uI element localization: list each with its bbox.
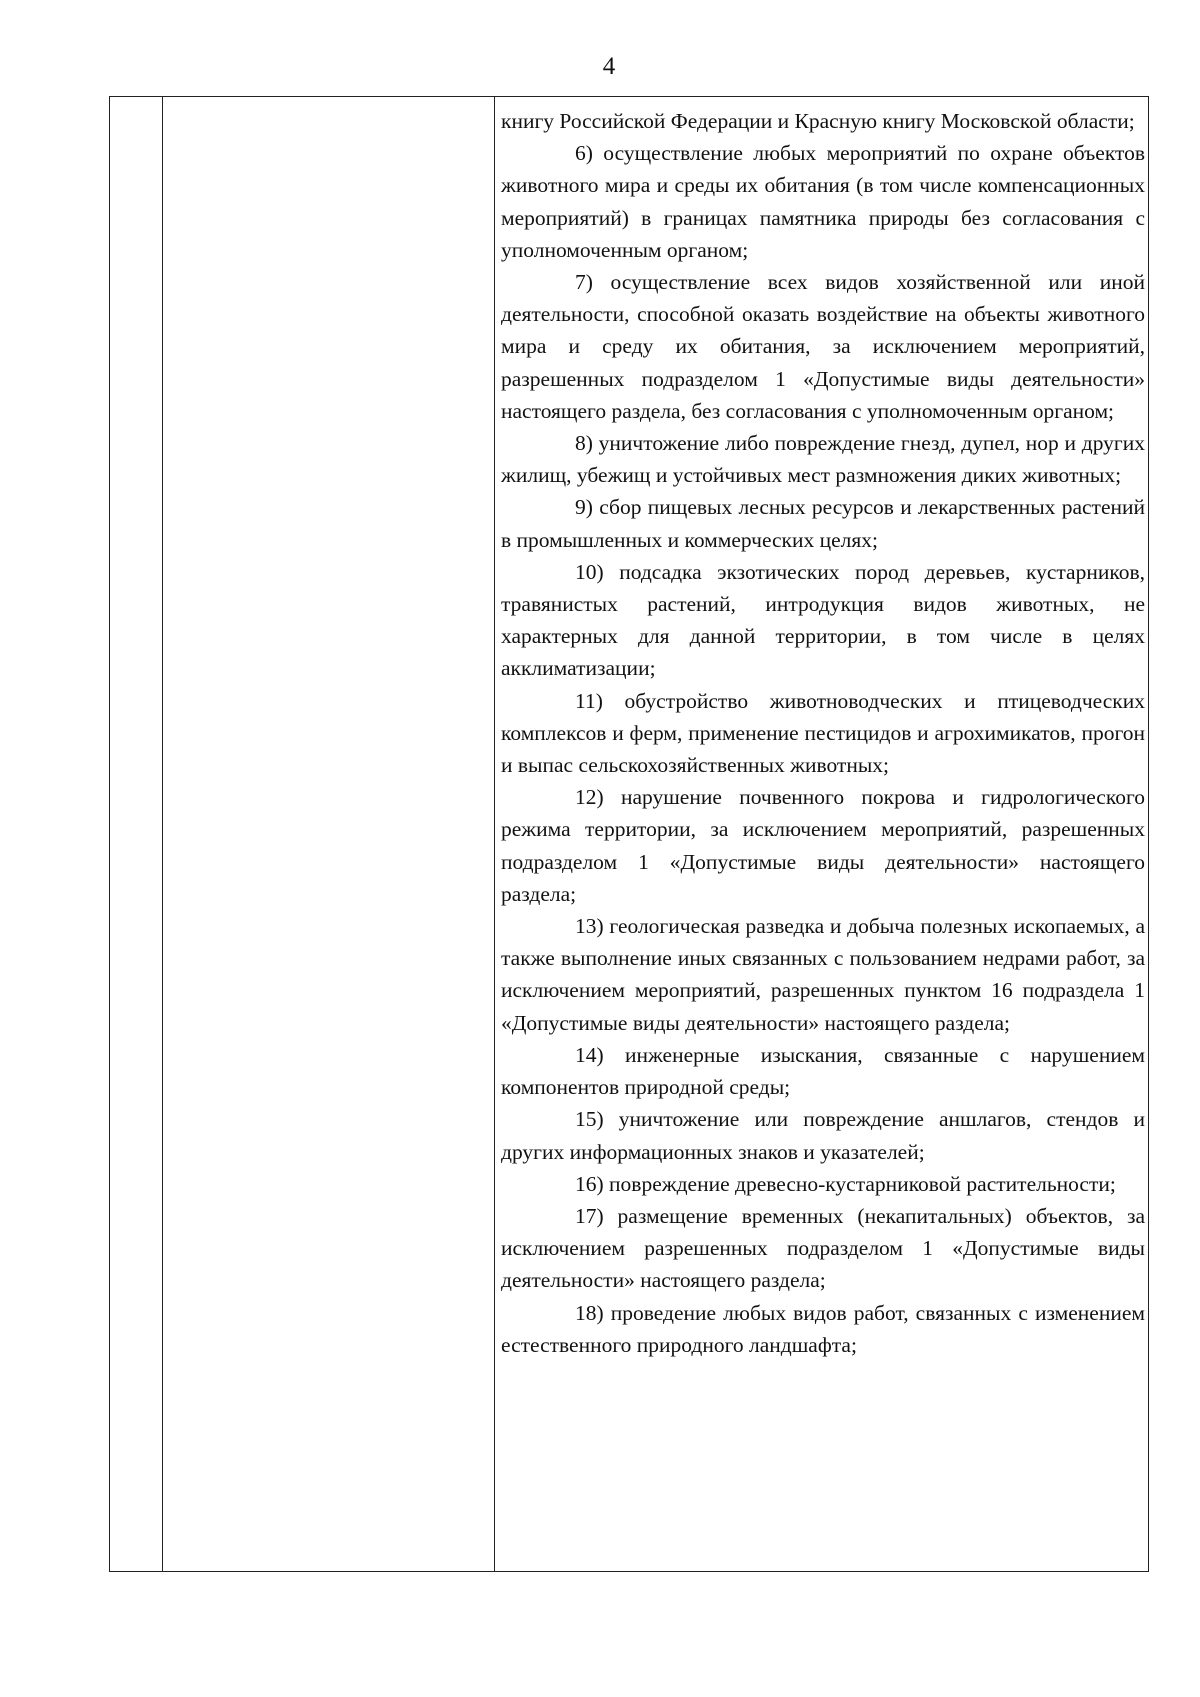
list-item: 11) обустройство животноводческих и птицеводческих комплексов и ферм, применение пестицидов и агрохимикатов, прогон и выпас сельскохозяйственных животных; <box>501 688 1145 778</box>
list-item: 12) нарушение почвенного покрова и гидрологического режима территории, за исключением мероприятий, разрешенных подразделом 1 «Допустимые виды деятельности» настоящего раздела; <box>501 785 1145 906</box>
list-item: 18) проведение любых видов работ, связанных с изменением естественного природного ландшафта; <box>501 1300 1145 1357</box>
column-divider-1 <box>162 97 163 1571</box>
list-item: 9) сбор пищевых лесных ресурсов и лекарственных растений в промышленных и коммерческих целях; <box>501 495 1145 552</box>
list-item: 6) осуществление любых мероприятий по охране объектов животного мира и среды их обитания (в том числе компенсационных мероприятий) в границах памятника природы без согласования с уполномоченным органом; <box>501 141 1145 262</box>
paragraph-continuation: книгу Российской Федерации и Красную книгу Московской области; <box>501 109 1135 133</box>
page-number: 4 <box>602 53 616 80</box>
list-item: 7) осуществление всех видов хозяйственной или иной деятельности, способной оказать воздействие на объекты животного мира и среду их обитания, за исключением мероприятий, разрешенных подразделом 1 «Допустимые виды деятельности» настоящего раздела, без согласования с уполномоченным органом; <box>501 270 1145 423</box>
list-item: 8) уничтожение либо повреждение гнезд, дупел, нор и других жилищ, убежищ и устойчивых мест размножения диких животных; <box>501 431 1145 488</box>
list-item: 15) уничтожение или повреждение аншлагов, стендов и других информационных знаков и указателей; <box>501 1107 1145 1164</box>
list-item: 16) повреждение древесно-кустарниковой растительности; <box>575 1171 1116 1196</box>
list-item: 13) геологическая разведка и добыча полезных ископаемых, а также выполнение иных связанных с пользованием недрами работ, за исключением мероприятий, разрешенных пунктом 16 подраздела 1 «Допустимые виды деятельности» настоящего раздела; <box>501 914 1145 1035</box>
list-item: 10) подсадка экзотических пород деревьев, кустарников, травянистых растений, интродукция видов животных, не характерных для данной территории, в том числе в целях акклиматизации; <box>501 559 1145 681</box>
list-item: 17) размещение временных (некапитальных) объектов, за исключением разрешенных подразделом 1 «Допустимые виды деятельности» настоящего раздела; <box>501 1203 1145 1293</box>
table-cell-text <box>501 105 1145 1361</box>
list-item: 14) инженерные изыскания, связанные с нарушением компонентов природной среды; <box>501 1042 1145 1100</box>
column-divider-2 <box>494 97 495 1571</box>
document-table <box>109 96 1149 1572</box>
